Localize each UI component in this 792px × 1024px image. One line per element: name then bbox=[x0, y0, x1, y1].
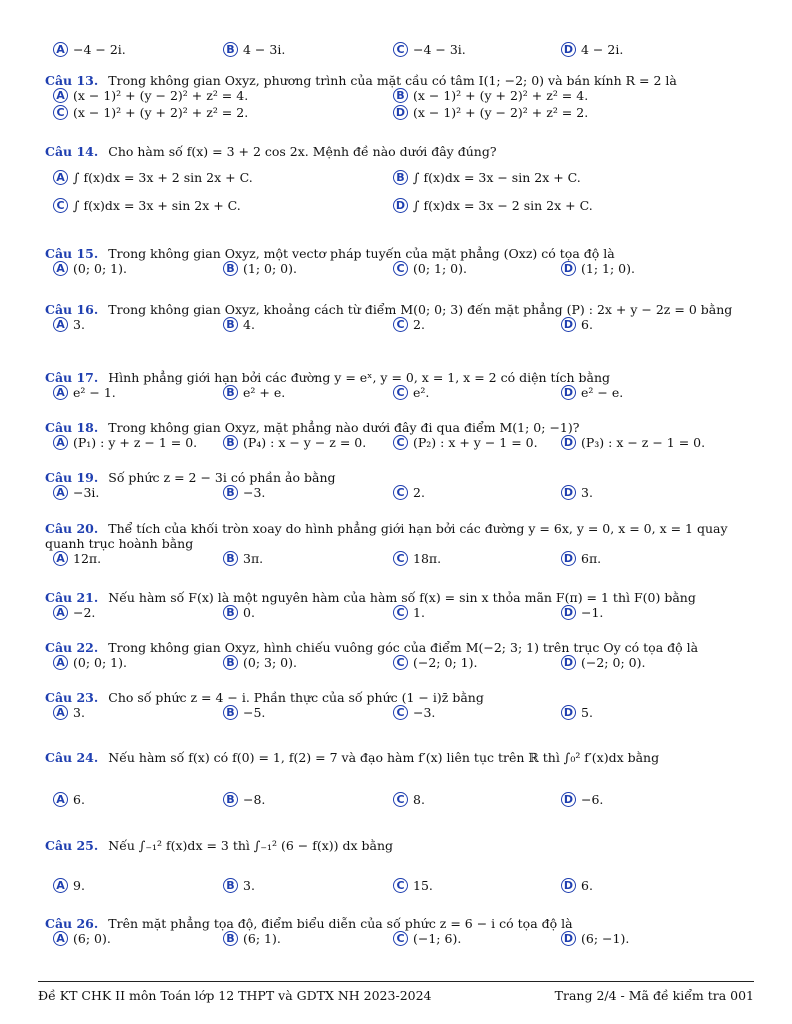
option-letter-circle: D bbox=[561, 42, 576, 57]
option-text: 3. bbox=[581, 485, 593, 500]
option-letter-circle: A bbox=[53, 485, 68, 500]
option-letter-circle: B bbox=[223, 931, 238, 946]
question-q24 bbox=[45, 750, 754, 809]
option-text: ∫ f(x)dx = 3x − 2 sin 2x + C. bbox=[413, 198, 593, 213]
option-text: 6. bbox=[581, 317, 593, 332]
option-text: 0. bbox=[243, 605, 255, 620]
option-d[interactable] bbox=[561, 435, 705, 450]
option-text: −6. bbox=[581, 792, 604, 807]
option-text: (x − 1)² + (y + 2)² + z² = 2. bbox=[73, 105, 249, 120]
option-text: −1. bbox=[581, 605, 604, 620]
options-row bbox=[45, 792, 754, 809]
option-c[interactable] bbox=[393, 317, 425, 332]
options-row bbox=[45, 485, 754, 502]
option-text: 3. bbox=[73, 317, 85, 332]
options-row bbox=[45, 385, 754, 402]
option-c[interactable] bbox=[393, 42, 466, 57]
question-q18 bbox=[45, 420, 754, 452]
question-number: Câu 21. bbox=[45, 590, 99, 605]
option-letter-circle: A bbox=[53, 792, 68, 807]
option-text: −8. bbox=[243, 792, 266, 807]
option-text: ∫ f(x)dx = 3x + sin 2x + C. bbox=[73, 198, 241, 213]
option-letter-circle: D bbox=[561, 317, 576, 332]
question-stem bbox=[45, 144, 754, 159]
question-q14 bbox=[45, 144, 754, 215]
option-letter-circle: B bbox=[393, 88, 408, 103]
option-d[interactable] bbox=[393, 105, 588, 120]
option-d[interactable] bbox=[561, 792, 603, 807]
option-letter-circle: A bbox=[53, 88, 68, 103]
option-text: 8. bbox=[413, 792, 425, 807]
option-a[interactable] bbox=[53, 317, 85, 332]
options-row bbox=[45, 878, 754, 895]
option-letter-circle: A bbox=[53, 435, 68, 450]
option-b[interactable] bbox=[223, 655, 297, 670]
option-text: (x − 1)² + (y + 2)² + z² = 4. bbox=[413, 88, 589, 103]
question-q16 bbox=[45, 302, 754, 334]
question-text: Cho số phức z = 4 − i. Phần thực của số phức (1 − i)z̄ bằng bbox=[108, 690, 484, 705]
option-letter-circle: D bbox=[561, 605, 576, 620]
question-stem bbox=[45, 470, 754, 485]
option-text: −5. bbox=[243, 705, 266, 720]
option-letter-circle: D bbox=[561, 931, 576, 946]
option-letter-circle: C bbox=[393, 435, 408, 450]
option-letter-circle: C bbox=[393, 931, 408, 946]
options-row bbox=[45, 655, 754, 672]
option-letter-circle: A bbox=[53, 931, 68, 946]
options-row bbox=[45, 170, 754, 187]
option-d[interactable] bbox=[561, 931, 629, 946]
option-letter-circle: C bbox=[393, 605, 408, 620]
option-letter-circle: D bbox=[393, 105, 408, 120]
question-text: Trong không gian Oxyz, một vectơ pháp tuyến của mặt phẳng (Oxz) có tọa độ là bbox=[108, 246, 615, 261]
option-letter-circle: C bbox=[393, 485, 408, 500]
option-text: (0; 0; 1). bbox=[73, 261, 127, 276]
option-letter-circle: B bbox=[223, 317, 238, 332]
question-text: Trong không gian Oxyz, mặt phẳng nào dưới đây đi qua điểm M(1; 0; −1)? bbox=[108, 420, 580, 435]
option-a[interactable] bbox=[53, 88, 248, 103]
option-text: −3i. bbox=[73, 485, 100, 500]
question-q20 bbox=[45, 521, 754, 568]
option-d[interactable] bbox=[561, 261, 635, 276]
option-a[interactable] bbox=[53, 655, 127, 670]
question-q17 bbox=[45, 370, 754, 402]
option-d[interactable] bbox=[561, 317, 593, 332]
option-letter-circle: D bbox=[561, 261, 576, 276]
question-text: Trong không gian Oxyz, hình chiếu vuông góc của điểm M(−2; 3; 1) trên trục Oy có tọa độ là bbox=[108, 640, 699, 655]
option-c[interactable] bbox=[393, 605, 425, 620]
question-stem bbox=[45, 838, 754, 853]
option-text: (0; 3; 0). bbox=[243, 655, 297, 670]
option-text: (6; 0). bbox=[73, 931, 111, 946]
option-text: 1. bbox=[413, 605, 425, 620]
option-text: 6. bbox=[73, 792, 85, 807]
option-b[interactable] bbox=[223, 42, 285, 57]
option-text: 3. bbox=[73, 705, 85, 720]
footer-divider bbox=[38, 981, 754, 982]
option-b[interactable] bbox=[223, 551, 263, 566]
question-stem bbox=[45, 690, 754, 705]
options-row bbox=[45, 605, 754, 622]
option-a[interactable] bbox=[53, 705, 85, 720]
option-text: (−2; 0; 0). bbox=[581, 655, 646, 670]
option-letter-circle: A bbox=[53, 261, 68, 276]
option-a[interactable] bbox=[53, 931, 111, 946]
option-letter-circle: D bbox=[561, 705, 576, 720]
question-stem bbox=[45, 521, 754, 551]
question-number: Câu 20. bbox=[45, 521, 99, 536]
option-a[interactable] bbox=[53, 605, 95, 620]
option-letter-circle: B bbox=[223, 42, 238, 57]
question-number: Câu 24. bbox=[45, 750, 99, 765]
option-c[interactable] bbox=[393, 435, 538, 450]
option-text: (P₂) : x + y − 1 = 0. bbox=[413, 435, 538, 450]
option-a[interactable] bbox=[53, 878, 85, 893]
option-text: (x − 1)² + (y − 2)² + z² = 4. bbox=[73, 88, 249, 103]
question-q19 bbox=[45, 470, 754, 502]
question-stem bbox=[45, 302, 754, 317]
option-text: e². bbox=[413, 385, 430, 400]
option-letter-circle: C bbox=[393, 261, 408, 276]
option-c[interactable] bbox=[393, 261, 467, 276]
question-q21 bbox=[45, 590, 754, 622]
options-row bbox=[45, 435, 754, 452]
option-letter-circle: A bbox=[53, 878, 68, 893]
question-text: Trong không gian Oxyz, khoảng cách từ điểm M(0; 0; 3) đến mặt phẳng (P) : 2x + y − 2z = 0 bằng bbox=[108, 302, 733, 317]
question-text: Thể tích của khối tròn xoay do hình phẳng giới hạn bởi các đường y = 6x, y = 0, x = 0, x = 1 quay quanh trục hoành bằng bbox=[45, 521, 728, 551]
footer-left: Đề KT CHK II môn Toán lớp 12 THPT và GDTX NH 2023-2024 bbox=[38, 988, 432, 1003]
option-letter-circle: C bbox=[393, 878, 408, 893]
question-text: Hình phẳng giới hạn bởi các đường y = eˣ, y = 0, x = 1, x = 2 có diện tích bằng bbox=[108, 370, 611, 385]
question-text: Nếu ∫₋₁² f(x)dx = 3 thì ∫₋₁² (6 − f(x)) dx bằng bbox=[108, 838, 394, 853]
option-letter-circle: A bbox=[53, 705, 68, 720]
option-d[interactable] bbox=[561, 655, 645, 670]
option-text: e² − 1. bbox=[73, 385, 116, 400]
option-letter-circle: C bbox=[393, 705, 408, 720]
option-letter-circle: A bbox=[53, 655, 68, 670]
option-a[interactable] bbox=[53, 385, 116, 400]
question-q13 bbox=[45, 73, 754, 122]
question-number: Câu 19. bbox=[45, 470, 99, 485]
option-a[interactable] bbox=[53, 42, 126, 57]
question-text: Trên mặt phẳng tọa độ, điểm biểu diễn của số phức z = 6 − i có tọa độ là bbox=[108, 916, 573, 931]
option-text: 15. bbox=[413, 878, 433, 893]
question-q25 bbox=[45, 838, 754, 895]
option-text: (1; 1; 0). bbox=[581, 261, 635, 276]
option-letter-circle: B bbox=[223, 705, 238, 720]
option-letter-circle: A bbox=[53, 551, 68, 566]
option-c[interactable] bbox=[393, 792, 425, 807]
question-stem bbox=[45, 590, 754, 605]
option-c[interactable] bbox=[393, 931, 461, 946]
option-letter-circle: D bbox=[561, 485, 576, 500]
options-row bbox=[45, 88, 754, 105]
question-text: Nếu hàm số f(x) có f(0) = 1, f(2) = 7 và đạo hàm f′(x) liên tục trên ℝ thì ∫₀² f′(x)dx bằng bbox=[108, 750, 660, 765]
option-letter-circle: B bbox=[223, 878, 238, 893]
question-number: Câu 26. bbox=[45, 916, 99, 931]
option-b[interactable] bbox=[393, 88, 588, 103]
option-text: 12π. bbox=[73, 551, 102, 566]
option-text: (−2; 0; 1). bbox=[413, 655, 478, 670]
options-row bbox=[45, 705, 754, 722]
option-text: 6π. bbox=[581, 551, 602, 566]
option-b[interactable] bbox=[223, 261, 297, 276]
option-a[interactable] bbox=[53, 792, 85, 807]
option-text: ∫ f(x)dx = 3x + 2 sin 2x + C. bbox=[73, 170, 253, 185]
option-letter-circle: B bbox=[223, 792, 238, 807]
option-text: 18π. bbox=[413, 551, 442, 566]
option-letter-circle: A bbox=[53, 605, 68, 620]
option-letter-circle: C bbox=[393, 42, 408, 57]
option-text: 2. bbox=[413, 485, 425, 500]
option-c[interactable] bbox=[393, 485, 425, 500]
option-letter-circle: B bbox=[223, 385, 238, 400]
option-text: e² − e. bbox=[581, 385, 624, 400]
option-text: (0; 0; 1). bbox=[73, 655, 127, 670]
question-number: Câu 23. bbox=[45, 690, 99, 705]
option-text: 4 − 2i. bbox=[581, 42, 624, 57]
option-text: (P₄) : x − y − z = 0. bbox=[243, 435, 367, 450]
option-letter-circle: D bbox=[561, 551, 576, 566]
option-d[interactable] bbox=[561, 605, 603, 620]
question-number: Câu 16. bbox=[45, 302, 99, 317]
option-b[interactable] bbox=[223, 605, 255, 620]
option-letter-circle: D bbox=[393, 198, 408, 213]
option-a[interactable] bbox=[53, 170, 253, 185]
option-b[interactable] bbox=[393, 170, 581, 185]
option-d[interactable] bbox=[561, 485, 593, 500]
option-text: e² + e. bbox=[243, 385, 286, 400]
option-letter-circle: B bbox=[393, 170, 408, 185]
options-row bbox=[45, 105, 754, 122]
question-stem bbox=[45, 73, 754, 88]
option-b[interactable] bbox=[223, 705, 265, 720]
option-c[interactable] bbox=[393, 655, 477, 670]
option-text: (6; 1). bbox=[243, 931, 281, 946]
options-row bbox=[45, 551, 754, 568]
option-letter-circle: B bbox=[223, 655, 238, 670]
option-c[interactable] bbox=[393, 878, 433, 893]
option-text: 3π. bbox=[243, 551, 264, 566]
option-letter-circle: B bbox=[223, 261, 238, 276]
options-row bbox=[45, 42, 754, 59]
option-letter-circle: D bbox=[561, 385, 576, 400]
question-number: Câu 14. bbox=[45, 144, 99, 159]
option-c[interactable] bbox=[393, 705, 435, 720]
question-stem bbox=[45, 916, 754, 931]
question-stem bbox=[45, 750, 754, 765]
option-c[interactable] bbox=[53, 105, 248, 120]
question-text: Số phức z = 2 − 3i có phần ảo bằng bbox=[108, 470, 336, 485]
option-letter-circle: C bbox=[53, 105, 68, 120]
question-number: Câu 13. bbox=[45, 73, 99, 88]
question-number: Câu 25. bbox=[45, 838, 99, 853]
option-letter-circle: C bbox=[393, 792, 408, 807]
option-d[interactable] bbox=[561, 705, 593, 720]
option-letter-circle: A bbox=[53, 317, 68, 332]
option-a[interactable] bbox=[53, 551, 101, 566]
option-text: ∫ f(x)dx = 3x − sin 2x + C. bbox=[413, 170, 581, 185]
option-d[interactable] bbox=[561, 42, 623, 57]
question-q26 bbox=[45, 916, 754, 948]
option-text: (P₃) : x − z − 1 = 0. bbox=[581, 435, 706, 450]
option-text: −3. bbox=[413, 705, 436, 720]
option-b[interactable] bbox=[223, 931, 281, 946]
option-letter-circle: D bbox=[561, 792, 576, 807]
option-d[interactable] bbox=[561, 878, 593, 893]
option-b[interactable] bbox=[223, 485, 265, 500]
option-a[interactable] bbox=[53, 485, 99, 500]
question-q23 bbox=[45, 690, 754, 722]
question-q22 bbox=[45, 640, 754, 672]
option-text: 3. bbox=[243, 878, 255, 893]
option-text: (0; 1; 0). bbox=[413, 261, 467, 276]
option-a[interactable] bbox=[53, 435, 197, 450]
option-b[interactable] bbox=[223, 385, 285, 400]
question-q12 bbox=[45, 42, 754, 59]
option-text: (1; 0; 0). bbox=[243, 261, 297, 276]
question-stem bbox=[45, 246, 754, 261]
option-letter-circle: C bbox=[393, 317, 408, 332]
question-number: Câu 22. bbox=[45, 640, 99, 655]
option-text: −2. bbox=[73, 605, 96, 620]
option-b[interactable] bbox=[223, 878, 255, 893]
option-text: 4. bbox=[243, 317, 255, 332]
question-text: Nếu hàm số F(x) là một nguyên hàm của hàm số f(x) = sin x thỏa mãn F(π) = 1 thì F(0) bằng bbox=[108, 590, 696, 605]
option-letter-circle: C bbox=[393, 385, 408, 400]
option-letter-circle: B bbox=[223, 435, 238, 450]
option-text: −4 − 2i. bbox=[73, 42, 126, 57]
option-letter-circle: C bbox=[393, 551, 408, 566]
option-letter-circle: C bbox=[53, 198, 68, 213]
option-text: 2. bbox=[413, 317, 425, 332]
option-text: 6. bbox=[581, 878, 593, 893]
option-c[interactable] bbox=[393, 551, 441, 566]
option-c[interactable] bbox=[393, 385, 429, 400]
option-text: 4 − 3i. bbox=[243, 42, 286, 57]
options-row bbox=[45, 931, 754, 948]
option-text: 5. bbox=[581, 705, 593, 720]
question-number: Câu 17. bbox=[45, 370, 99, 385]
options-row bbox=[45, 261, 754, 278]
option-b[interactable] bbox=[223, 435, 366, 450]
option-c[interactable] bbox=[53, 198, 241, 213]
option-d[interactable] bbox=[561, 385, 623, 400]
option-letter-circle: A bbox=[53, 170, 68, 185]
option-b[interactable] bbox=[223, 792, 265, 807]
option-d[interactable] bbox=[393, 198, 593, 213]
option-letter-circle: D bbox=[561, 435, 576, 450]
option-text: 9. bbox=[73, 878, 85, 893]
question-number: Câu 15. bbox=[45, 246, 99, 261]
question-text: Cho hàm số f(x) = 3 + 2 cos 2x. Mệnh đề nào dưới đây đúng? bbox=[108, 144, 497, 159]
option-letter-circle: C bbox=[393, 655, 408, 670]
option-text: −4 − 3i. bbox=[413, 42, 466, 57]
option-letter-circle: A bbox=[53, 42, 68, 57]
option-letter-circle: B bbox=[223, 605, 238, 620]
question-stem bbox=[45, 640, 754, 655]
option-text: (P₁) : y + z − 1 = 0. bbox=[73, 435, 198, 450]
option-letter-circle: B bbox=[223, 551, 238, 566]
options-row bbox=[45, 198, 754, 215]
option-text: (−1; 6). bbox=[413, 931, 462, 946]
question-stem bbox=[45, 420, 754, 435]
footer-right: Trang 2/4 - Mã đề kiểm tra 001 bbox=[554, 988, 754, 1003]
option-letter-circle: A bbox=[53, 385, 68, 400]
question-q15 bbox=[45, 246, 754, 278]
question-number: Câu 18. bbox=[45, 420, 99, 435]
option-a[interactable] bbox=[53, 261, 127, 276]
option-text: (x − 1)² + (y − 2)² + z² = 2. bbox=[413, 105, 589, 120]
question-stem bbox=[45, 370, 754, 385]
option-letter-circle: D bbox=[561, 655, 576, 670]
option-text: (6; −1). bbox=[581, 931, 630, 946]
option-letter-circle: D bbox=[561, 878, 576, 893]
option-letter-circle: B bbox=[223, 485, 238, 500]
option-text: −3. bbox=[243, 485, 266, 500]
question-text: Trong không gian Oxyz, phương trình của mặt cầu có tâm I(1; −2; 0) và bán kính R = 2 là bbox=[108, 73, 677, 88]
option-b[interactable] bbox=[223, 317, 255, 332]
option-d[interactable] bbox=[561, 551, 601, 566]
options-row bbox=[45, 317, 754, 334]
